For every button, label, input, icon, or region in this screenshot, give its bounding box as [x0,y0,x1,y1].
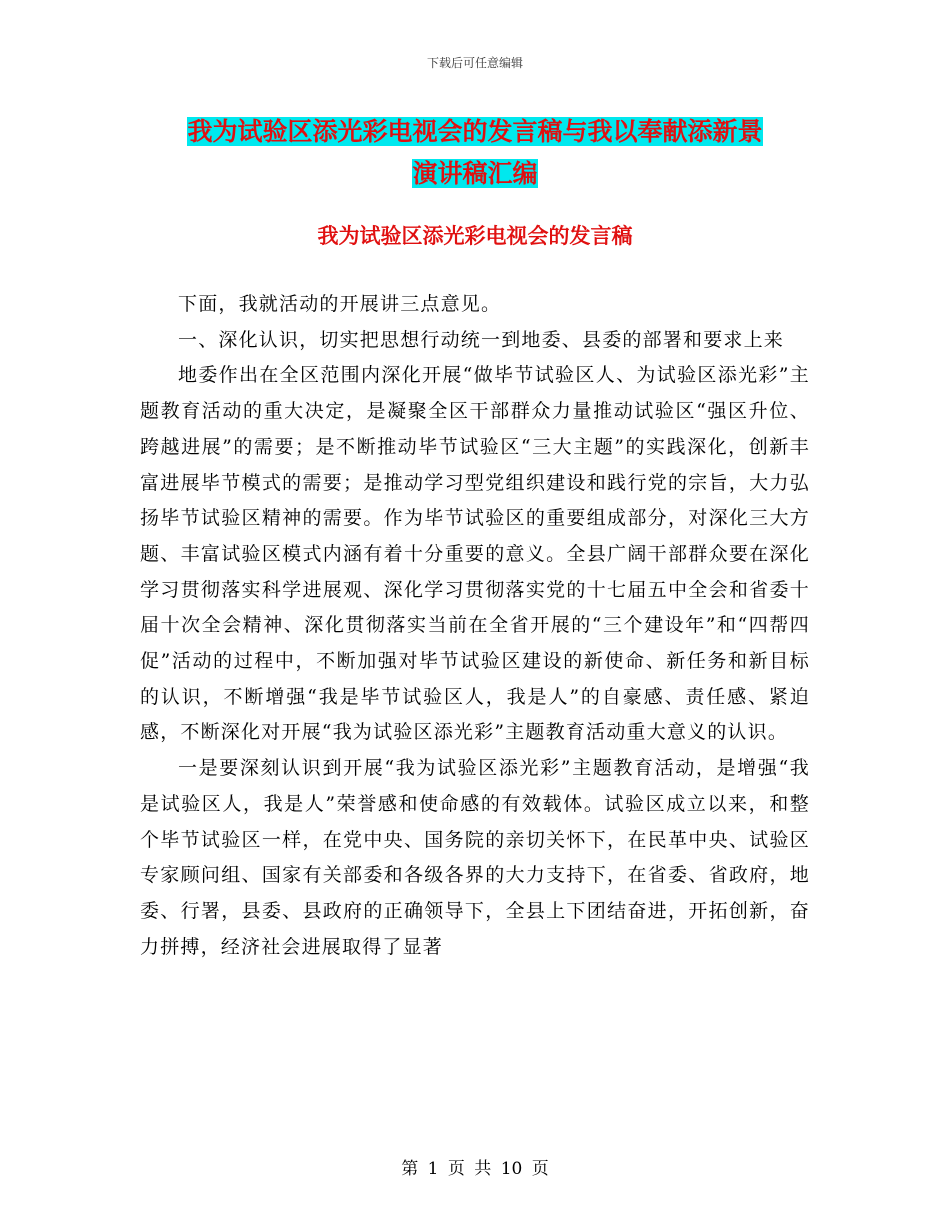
main-title-line-1 [0,110,950,154]
section-title: 我为试验区添光彩电视会的发言稿 [317,223,633,248]
footer-prefix: 第 [401,1159,419,1179]
page-footer [0,1154,950,1179]
main-title-text-2: 演讲稿汇编 [412,159,538,188]
footer-page-number: 1 [427,1159,439,1179]
main-title-line-2 [0,152,950,196]
paragraph: 地委作出在全区范围内深化开展“做毕节试验区人、为试验区添光彩”主题教育活动的重大决定，是凝聚全区干部群众力量推动试验区“强区升位、跨越进展”的需要；是不断推动毕节试验区“三大主题”的实践深化，创新丰富进展毕节模式的需要；是推动学习型党组织建设和践行党的宗旨，大力弘扬毕节试验区精神的需要。作为毕节试验区的重要组成部分，对深化三大方题、丰富试验区模式内涵有着十分重要的意义。全县广阔干部群众要在深化学习贯彻落实科学进展观、深化学习贯彻落实党的十七届五中全会和省委十届十次全会精神、深化贯彻落实当前在全省开展的“三个建设年”和“四帮四促”活动的过程中，不断加强对毕节试验区建设的新使命、新任务和新目标的认识，不断增强“我是毕节试验区人，我是人”的自豪感、责任感、紧迫感，不断深化对开展“我为试验区添光彩”主题教育活动重大意义的认识。 [140,364,810,744]
footer-middle: 页 共 [447,1159,492,1179]
paragraph: 一是要深刻认识到开展“我为试验区添光彩”主题教育活动，是增强“我是试验区人，我是人”荣誉感和使命感的有效载体。试验区成立以来，和整个毕节试验区一样，在党中央、国务院的亲切关怀下，在民革中央、试验区专家顾问组、国家有关部委和各级各界的大力支持下，在省委、省政府，地委、行署，县委、县政府的正确领导下，全县上下团结奋进，开拓创新，奋力拼搏，经济社会进展取得了显著 [140,757,810,958]
paragraph: 下面，我就活动的开展讲三点意见。 [178,293,502,315]
document-body [140,287,810,965]
footer-suffix: 页 [531,1159,549,1179]
footer-total-pages: 10 [500,1159,523,1179]
main-title-text-1: 我为试验区添光彩电视会的发言稿与我以奉献添新景 [187,117,763,146]
paragraph: 一、深化认识，切实把思想行动统一到地委、县委的部署和要求上来 [178,328,785,351]
header-note: 下载后可任意编辑 [426,56,523,70]
